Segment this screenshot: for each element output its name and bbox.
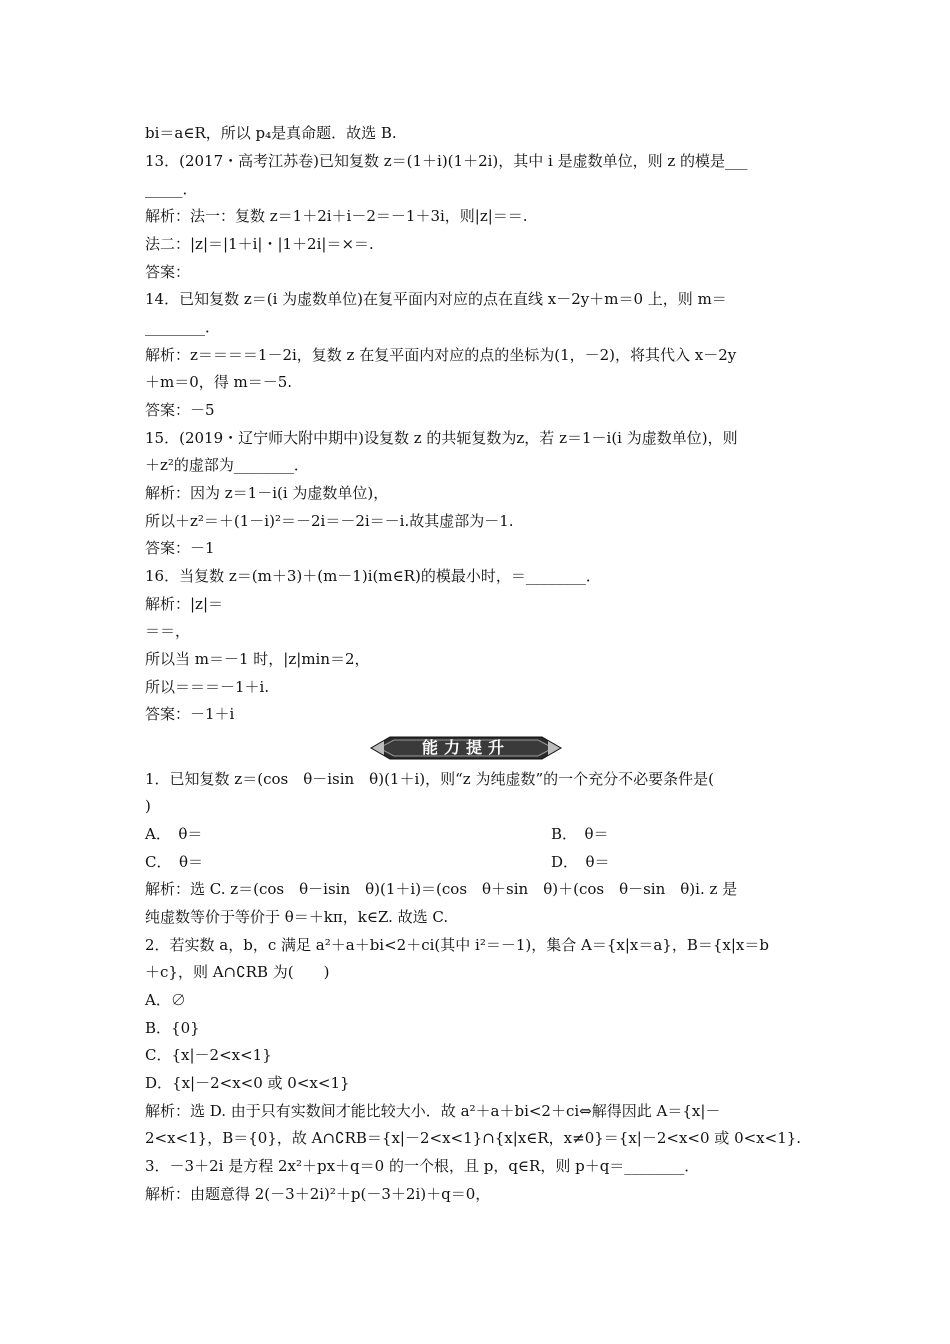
option-line: A．∅	[145, 991, 186, 1009]
question-1: 1．已知复数 z＝(cos θ－isin θ)(1＋i)，则“z 为纯虚数”的一个充分不必要条件是(	[145, 770, 714, 788]
question-2: 2．若实数 a，b，c 满足 a²＋a＋bi<2＋ci(其中 i²＝－1)，集合 A＝{x|x＝a}，B＝{x|x＝b	[145, 936, 769, 954]
text-line: 所以当 m＝－1 时，|z|min＝2，	[145, 650, 370, 668]
text-line: 解析：z＝＝＝＝1－2i，复数 z 在复平面内对应的点的坐标为(1，－2)，将其代入 x－2y	[145, 346, 737, 364]
text-line: 法二：|z|＝|1＋i|・|1＋2i|＝×＝.	[145, 235, 374, 253]
text-line: bi＝a∈R，所以 p₄是真命题．故选 B.	[145, 124, 397, 142]
text-line: ＝＝，	[145, 622, 191, 640]
option-line: C．{x|－2<x<1}	[145, 1046, 272, 1064]
text-line: 2<x<1}，B＝{0}，故 A∩∁RB＝{x|－2<x<1}∩{x|x∈R，x≠0}＝{x|－2<x<0 或 0<x<1}.	[145, 1129, 802, 1147]
text-line: ＋z²的虚部为________．	[145, 456, 309, 474]
banner-title: 能力提升	[421, 738, 510, 757]
answer-line: 答案：－1＋i	[145, 705, 235, 723]
answer-line: 答案：－1	[145, 539, 215, 557]
question-3: 3．－3＋2i 是方程 2x²＋px＋q＝0 的一个根，且 p，q∈R，则 p＋q＝________．	[145, 1157, 700, 1175]
option-line: B．{0}	[145, 1019, 200, 1037]
text-line: 纯虚数等价于等价于 θ＝＋kπ，k∈Z. 故选 C.	[145, 908, 449, 926]
text-line: 解析：选 D. 由于只有实数间才能比较大小．故 a²＋a＋bi<2＋ci⇔解得因此 A＝{x|－	[145, 1102, 721, 1120]
answer-line: 答案：－5	[145, 401, 215, 419]
text-line: 所以＋z²＝＋(1－i)²＝－2i＝－2i＝－i.故其虚部为－1.	[145, 512, 514, 530]
text-line: 解析：法一：复数 z＝1＋2i＋i－2＝－1＋3i，则|z|＝＝.	[145, 207, 528, 225]
option-line: D．{x|－2<x<0 或 0<x<1}	[145, 1074, 350, 1092]
option-d: D． θ＝	[551, 853, 610, 871]
text-line: 解析：因为 z＝1－i(i 为虚数单位)，	[145, 484, 389, 502]
option-b: B． θ＝	[551, 825, 609, 843]
text-line: ________．	[145, 318, 221, 336]
text-line: 解析：|z|＝	[145, 595, 224, 613]
text-line: ＋m＝0，得 m＝－5.	[145, 373, 293, 391]
answer-line: 答案：	[145, 263, 191, 281]
question-15: 15．(2019・辽宁师大附中期中)设复数 z 的共轭复数为z，若 z＝1－i(i 为虚数单位)，则	[145, 429, 738, 447]
text-line: 解析：由题意得 2(－3＋2i)²＋p(－3＋2i)＋q＝0，	[145, 1185, 491, 1203]
option-c: C． θ＝	[145, 853, 204, 871]
text-line: 所以＝＝＝－1＋i.	[145, 678, 270, 696]
text-line: 解析：选 C. z＝(cos θ－isin θ)(1＋i)＝(cos θ＋sin θ)＋(cos θ－sin θ)i. z 是	[145, 880, 738, 898]
section-banner	[370, 736, 562, 760]
text-line: _____．	[145, 180, 198, 198]
question-14: 14．已知复数 z＝(i 为虚数单位)在复平面内对应的点在直线 x－2y＋m＝0 上，则 m＝	[145, 290, 727, 308]
text-line: )	[145, 797, 151, 815]
text-line: ＋c}，则 A∩∁RB 为( )	[145, 963, 330, 981]
question-13: 13．(2017・高考江苏卷)已知复数 z＝(1＋i)(1＋2i)，其中 i 是虚数单位，则 z 的模是___	[145, 152, 748, 170]
option-a: A． θ＝	[145, 825, 203, 843]
question-16: 16．当复数 z＝(m＋3)＋(m－1)i(m∈R)的模最小时，＝________．	[145, 567, 601, 585]
